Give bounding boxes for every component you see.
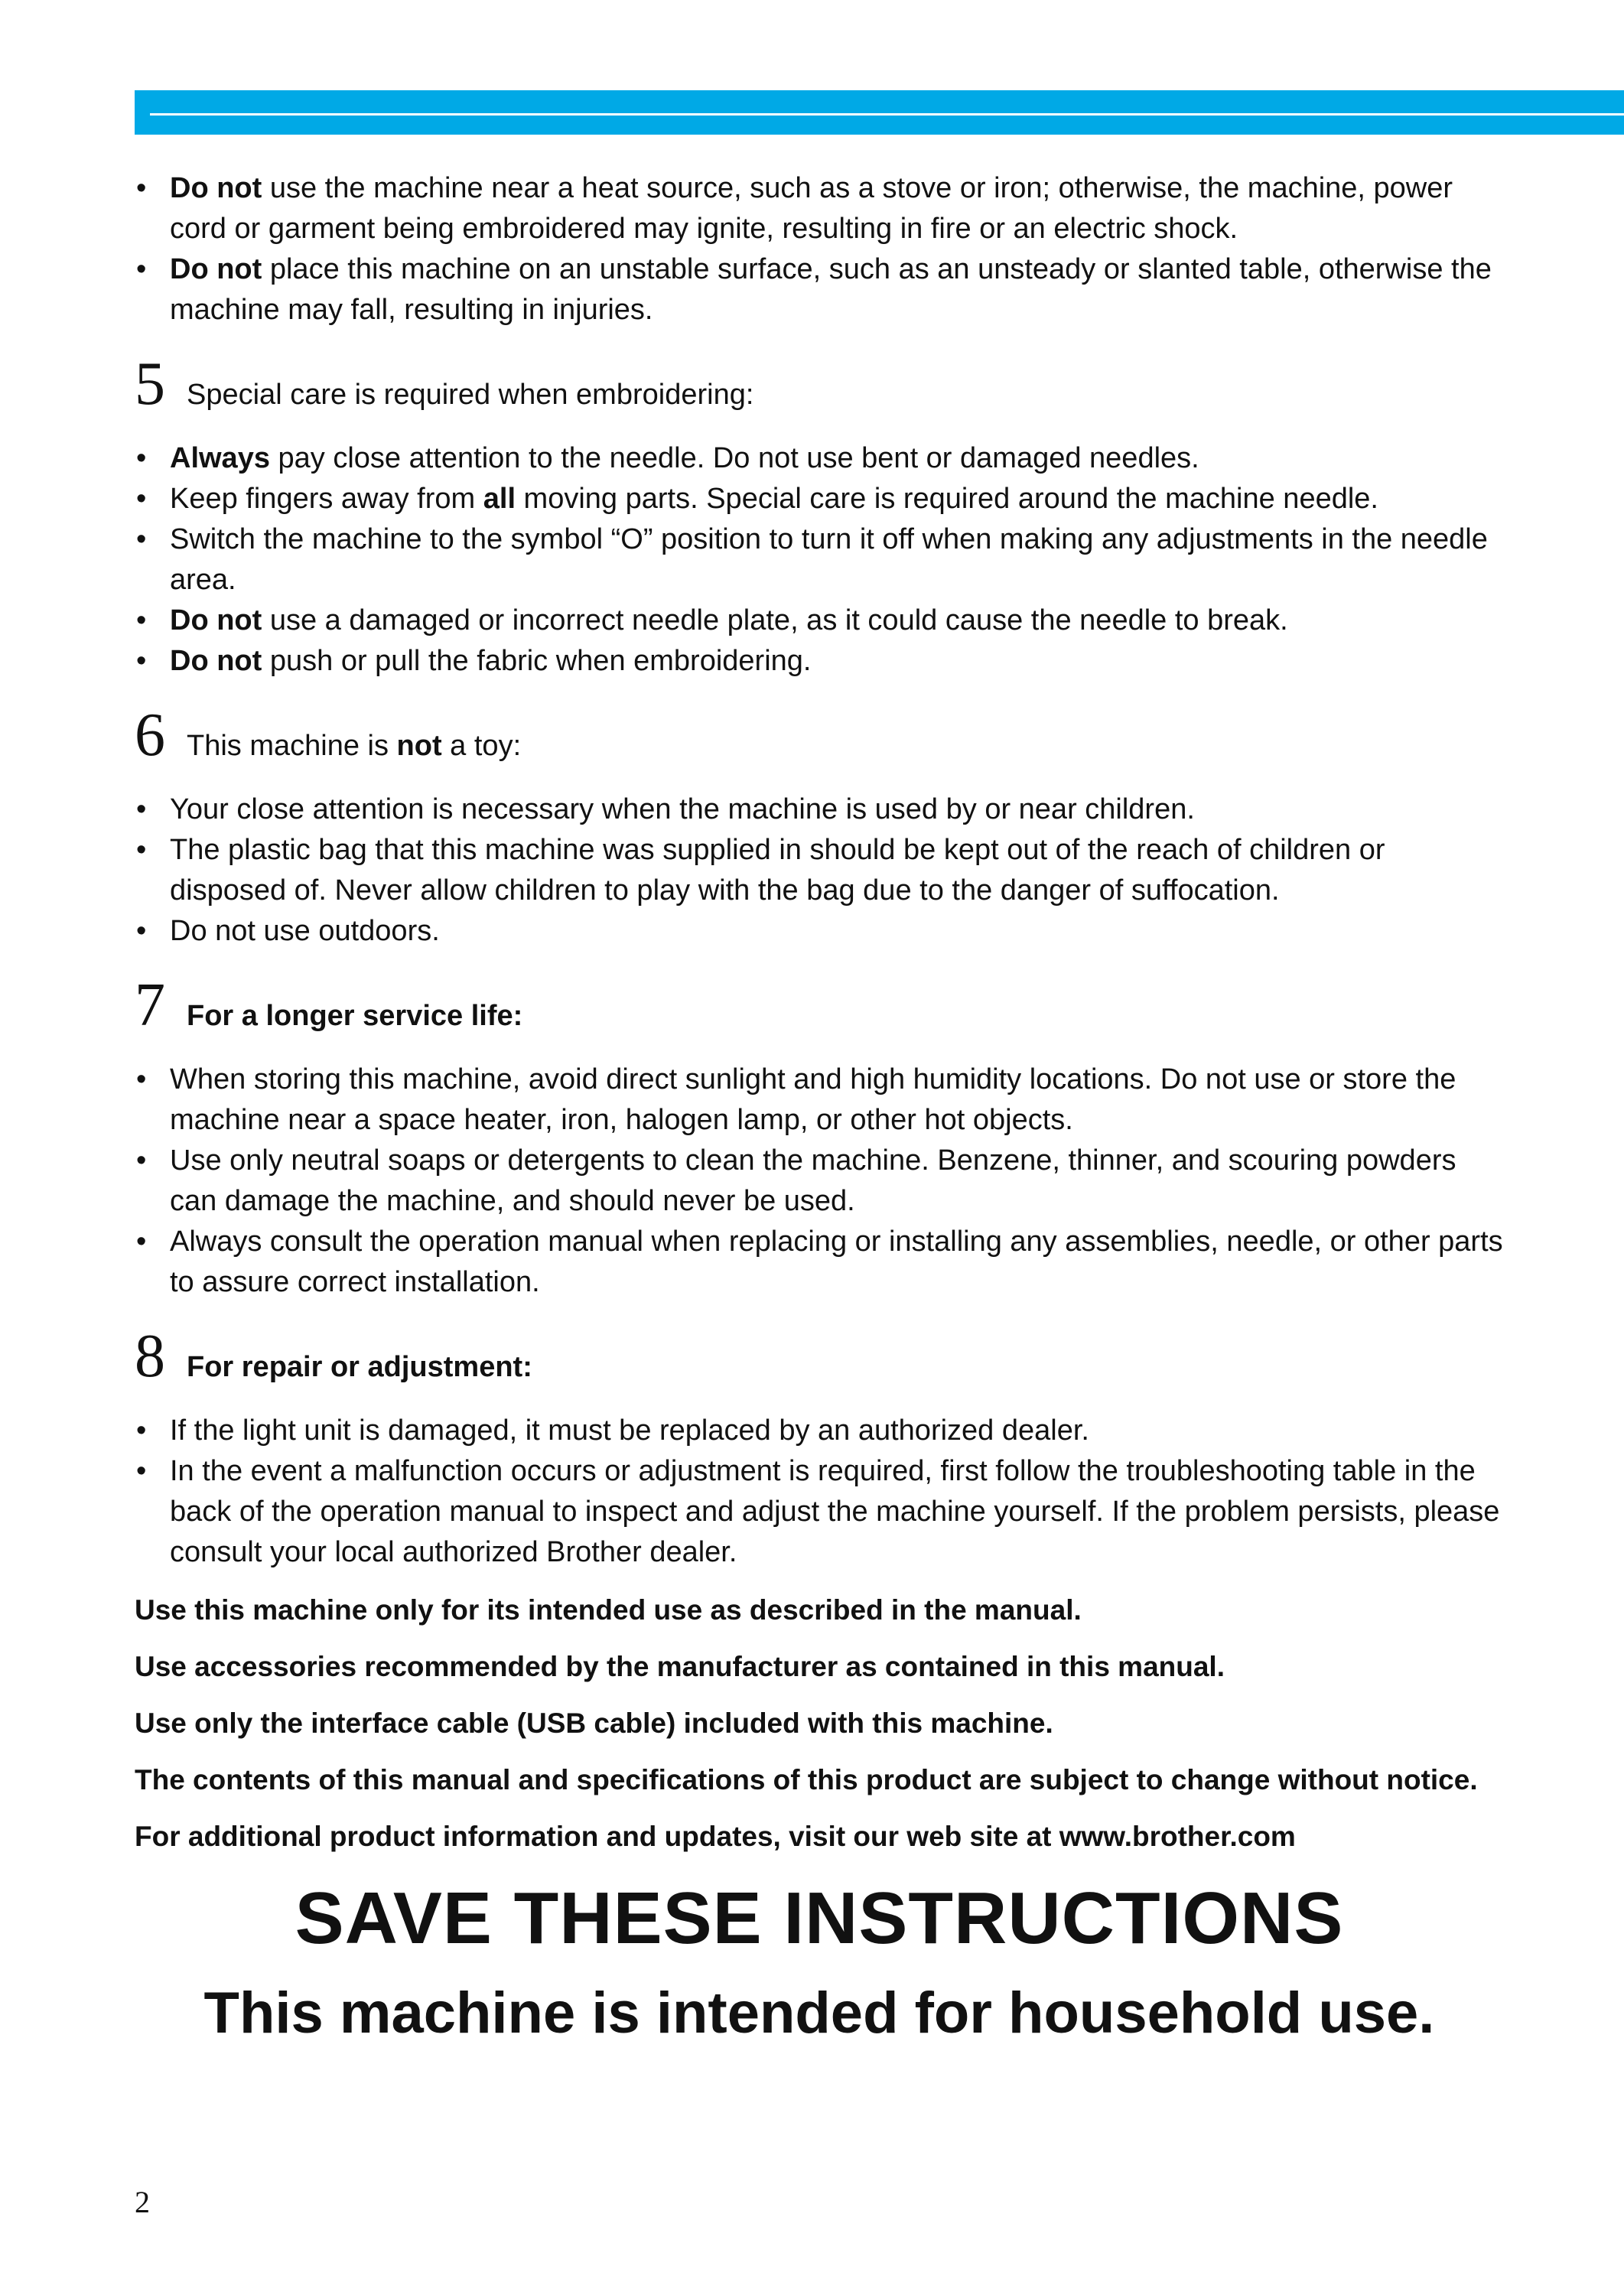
section-title: For a longer service life: (187, 1000, 523, 1032)
section-title: Special care is required when embroidering: (187, 379, 754, 411)
list-item: • The plastic bag that this machine was supplied in should be kept out of the reach of children or disposed of. Never allow children to play with the bag due to the danger of suffocation. (135, 830, 1504, 911)
section-number: 8 (135, 1323, 165, 1390)
list-item: • Use only neutral soaps or detergents to clean the machine. Benzene, thinner, and scouring powders can damage the machine, and should never be used. (135, 1141, 1504, 1222)
note-line: Use accessories recommended by the manufacturer as contained in this manual. (135, 1651, 1225, 1682)
list-item: • Always consult the operation manual when replacing or installing any assemblies, needle, or other parts to assure correct installation. (135, 1222, 1504, 1303)
notes (135, 1590, 1504, 1857)
document-body (135, 168, 1504, 2056)
section-7-bullets (135, 1060, 1504, 1303)
section-title: This machine is not a toy: (187, 730, 522, 762)
section-6-bullets (135, 789, 1504, 952)
household-use-note: This machine is intended for household use. (203, 1981, 1435, 2046)
section-8-heading (135, 1323, 1504, 1390)
list-item: • Do not use the machine near a heat source, such as a stove or iron; otherwise, the machine, power cord or garment being embroidered may ignite, resulting in fire or an electric shock. (135, 168, 1504, 249)
list-item: • Your close attention is necessary when the machine is used by or near children. (135, 789, 1504, 830)
note-line: The contents of this manual and specifications of this product are subject to change without notice. (135, 1764, 1478, 1795)
section-6-heading (135, 702, 1504, 769)
list-item: • Do not push or pull the fabric when embroidering. (135, 641, 1504, 682)
section-5-heading (135, 350, 1504, 418)
section-8-bullets (135, 1411, 1504, 1573)
header-bar (135, 90, 1624, 135)
page-number: 2 (135, 2185, 150, 2219)
list-item: • In the event a malfunction occurs or adjustment is required, first follow the troubleshooting table in the back of the operation manual to inspect and adjust the machine yourself. If the problem persists, please consult your local authorized Brother dealer. (135, 1451, 1504, 1573)
list-item: • Switch the machine to the symbol “O” position to turn it off when making any adjustments in the needle area. (135, 519, 1504, 601)
note-line: For additional product information and updates, visit our web site at www.brother.com (135, 1821, 1296, 1852)
list-item: • Do not use a damaged or incorrect needle plate, as it could cause the needle to break. (135, 601, 1504, 641)
save-instructions-title: SAVE THESE INSTRUCTIONS (295, 1877, 1344, 1959)
list-item: • Do not place this machine on an unstable surface, such as an unsteady or slanted table, otherwise the machine may fall, resulting in injuries. (135, 249, 1504, 330)
section-number: 5 (135, 350, 165, 418)
list-item: • Keep fingers away from all moving parts. Special care is required around the machine needle. (135, 479, 1504, 519)
section-title: For repair or adjustment: (187, 1351, 532, 1383)
note-line: Use only the interface cable (USB cable) included with this machine. (135, 1707, 1053, 1739)
section-number: 7 (135, 972, 165, 1039)
intro-bullets (135, 168, 1504, 330)
list-item: • Always pay close attention to the needle. Do not use bent or damaged needles. (135, 438, 1504, 479)
list-item: • When storing this machine, avoid direct sunlight and high humidity locations. Do not use or store the machine near a space heater, iron, halogen lamp, or other hot objects. (135, 1060, 1504, 1141)
list-item: • If the light unit is damaged, it must be replaced by an authorized dealer. (135, 1411, 1504, 1451)
section-5-bullets (135, 438, 1504, 682)
list-item: • Do not use outdoors. (135, 911, 1504, 952)
note-line: Use this machine only for its intended use as described in the manual. (135, 1594, 1082, 1626)
section-number: 6 (135, 702, 165, 769)
header-rule (150, 113, 1624, 116)
section-7-heading (135, 972, 1504, 1039)
